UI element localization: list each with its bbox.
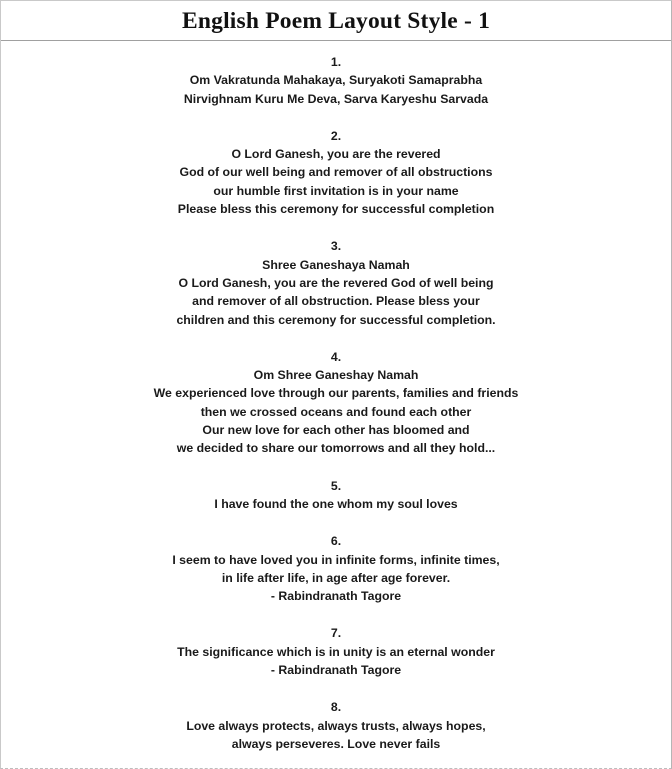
poem-number: 5. <box>330 478 342 493</box>
poem-line: and remover of all obstruction. Please bless your <box>192 294 480 309</box>
poem-line: Om Vakratunda Mahakaya, Suryakoti Samaprabha <box>189 73 483 88</box>
poem-line: Love always protects, always trusts, always hopes, <box>186 718 486 733</box>
poem-line: I have found the one whom my soul loves <box>214 496 458 511</box>
poem-number: 6. <box>330 534 342 549</box>
poem-line: then we crossed oceans and found each other <box>200 404 472 419</box>
poem-number: 3. <box>330 239 342 254</box>
poem-8 <box>1 698 671 753</box>
poem-5 <box>1 477 671 514</box>
poem-line: always perseveres. Love never fails <box>231 736 441 751</box>
poem-2 <box>1 127 671 218</box>
poem-number: 1. <box>330 55 342 69</box>
poem-line: O Lord Ganesh, you are the revered <box>231 147 441 162</box>
poem-line: O Lord Ganesh, you are the revered God of well being <box>178 275 494 290</box>
poem-line: Nirvighnam Kuru Me Deva, Sarva Karyeshu Sarvada <box>183 91 489 106</box>
poem-number: 2. <box>330 128 342 143</box>
poem-number: 7. <box>330 626 342 641</box>
poem-line: The significance which is in unity is an eternal wonder <box>177 644 495 659</box>
poem-line: children and this ceremony for successful completion. <box>176 312 496 327</box>
poem-7 <box>1 624 671 679</box>
poem-line: Om Shree Ganeshay Namah <box>253 368 419 383</box>
poem-line: in life after life, in age after age forever. <box>221 570 451 585</box>
poem-line: God of our well being and remover of all obstructions <box>179 165 493 180</box>
poem-line: I seem to have loved you in infinite forms, infinite times, <box>172 552 500 567</box>
poem-4 <box>1 348 671 458</box>
poem-number: 4. <box>330 349 342 364</box>
poem-line: Shree Ganeshaya Namah <box>262 257 410 272</box>
poem-3 <box>1 237 671 328</box>
header-bar <box>1 1 671 41</box>
poem-number: 8. <box>330 700 342 715</box>
poem-6 <box>1 532 671 605</box>
poem-1 <box>1 53 671 108</box>
poem-line: Please bless this ceremony for successful completion <box>177 202 495 217</box>
poem-line: We experienced love through our parents, families and friends <box>153 386 519 401</box>
poem-line: our humble first invitation is in your name <box>213 183 459 198</box>
poem-list <box>1 41 671 753</box>
poem-attribution: - Rabindranath Tagore <box>270 589 402 604</box>
poem-attribution: - Rabindranath Tagore <box>270 663 402 678</box>
poem-line: we decided to share our tomorrows and all they hold... <box>176 441 496 456</box>
poem-line: Our new love for each other has bloomed and <box>202 423 470 438</box>
page-title: English Poem Layout Style - 1 <box>181 8 491 34</box>
